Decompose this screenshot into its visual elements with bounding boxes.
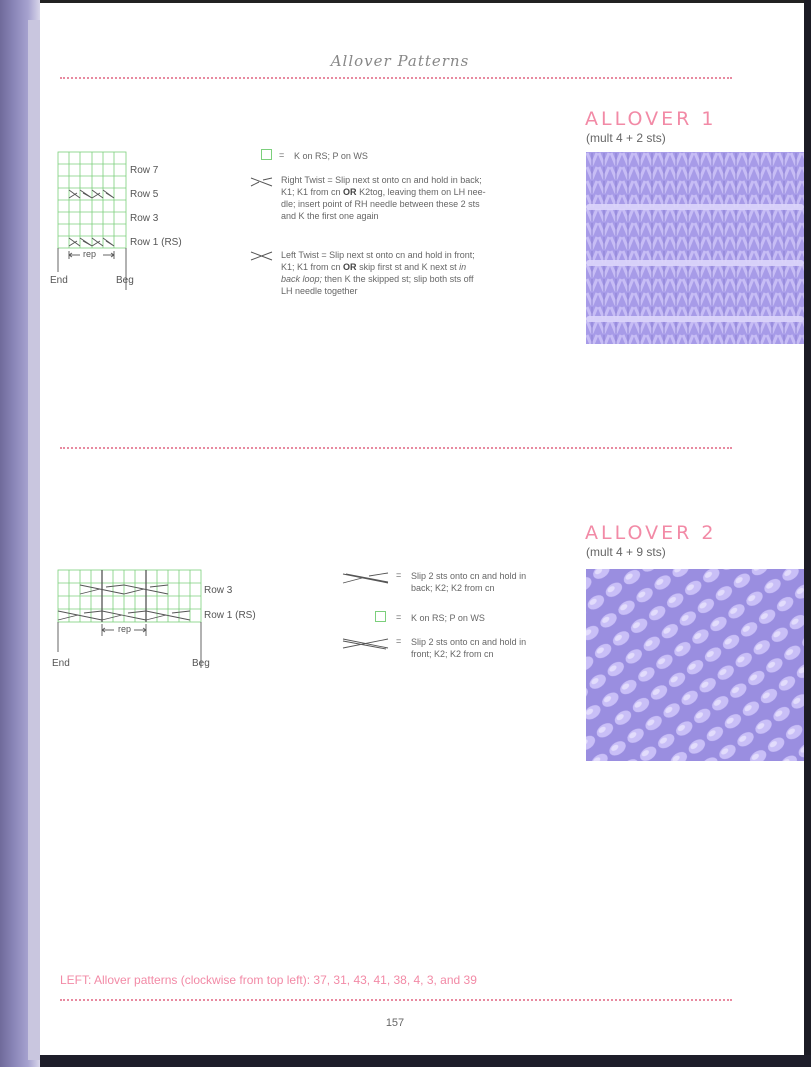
middle-dotted-rule bbox=[60, 447, 732, 449]
knit-square-icon bbox=[261, 149, 272, 160]
s2-legend-cable-back: Slip 2 sts onto cn and hold in back; K2; K2 from cn bbox=[411, 571, 527, 593]
s1-end-label: End bbox=[50, 275, 68, 286]
section1-mult: (mult 4 + 2 sts) bbox=[586, 131, 666, 145]
cable-back-icon bbox=[342, 572, 390, 584]
legend-eq: = bbox=[396, 570, 402, 580]
knit-square-icon bbox=[375, 611, 386, 622]
s1-beg-label: Beg bbox=[116, 275, 134, 286]
s1-legend-knit: K on RS; P on WS bbox=[294, 151, 368, 161]
s1-row-label: Row 1 (RS) bbox=[130, 237, 182, 248]
s1-row-label: Row 5 bbox=[130, 189, 159, 200]
running-head: Allover Patterns bbox=[330, 52, 470, 70]
s1-row-label: Row 3 bbox=[130, 213, 159, 224]
bottom-page-edge bbox=[40, 1055, 811, 1067]
s2-beg-label: Beg bbox=[192, 658, 210, 669]
section2-chart bbox=[50, 568, 210, 678]
legend-eq: = bbox=[396, 612, 402, 622]
s2-end-label: End bbox=[52, 658, 70, 669]
s2-rep-label: rep bbox=[118, 624, 132, 634]
s2-legend-knit: K on RS; P on WS bbox=[411, 613, 485, 623]
s1-row-label: Row 7 bbox=[130, 165, 159, 176]
bottom-dotted-rule bbox=[60, 999, 732, 1001]
s2-row-label: Row 3 bbox=[204, 585, 233, 596]
section2-title: ALLOVER 2 bbox=[585, 522, 717, 544]
allover1-swatch-photo bbox=[586, 152, 804, 344]
left-twist-icon bbox=[250, 251, 274, 261]
s1-legend-left-twist: Left Twist = Slip next st onto cn and hold in front; K1; K1 from cn OR skip first st and K next st in back loop; then K the skipped st; slip both sts off LH needle together bbox=[281, 250, 475, 296]
top-border bbox=[0, 0, 811, 3]
section2-mult: (mult 4 + 9 sts) bbox=[586, 545, 666, 559]
figure-caption: LEFT: Allover patterns (clockwise from top left): 37, 31, 43, 41, 38, 4, 3, and 39 bbox=[60, 973, 477, 987]
s2-row-label: Row 1 (RS) bbox=[204, 610, 256, 621]
right-page-edge bbox=[804, 0, 811, 1067]
right-twist-icon bbox=[250, 177, 274, 187]
s2-legend-cable-front: Slip 2 sts onto cn and hold in front; K2; K2 from cn bbox=[411, 637, 527, 659]
legend-eq: = bbox=[279, 150, 285, 160]
s1-rep-label: rep bbox=[83, 249, 97, 259]
allover2-swatch-photo bbox=[586, 569, 804, 761]
s1-legend-right-twist: Right Twist = Slip next st onto cn and hold in back; K1; K1 from cn OR K2tog, leaving them on LH nee- dle; insert point of RH needle between these 2 sts and K the first one again bbox=[281, 175, 486, 221]
legend-eq: = bbox=[396, 636, 402, 646]
section1-chart bbox=[50, 150, 130, 290]
top-dotted-rule bbox=[60, 77, 732, 79]
cable-front-icon bbox=[342, 638, 390, 650]
section1-title: ALLOVER 1 bbox=[585, 108, 717, 130]
page-number: 157 bbox=[385, 1017, 405, 1029]
book-spine-edge bbox=[0, 0, 40, 1067]
